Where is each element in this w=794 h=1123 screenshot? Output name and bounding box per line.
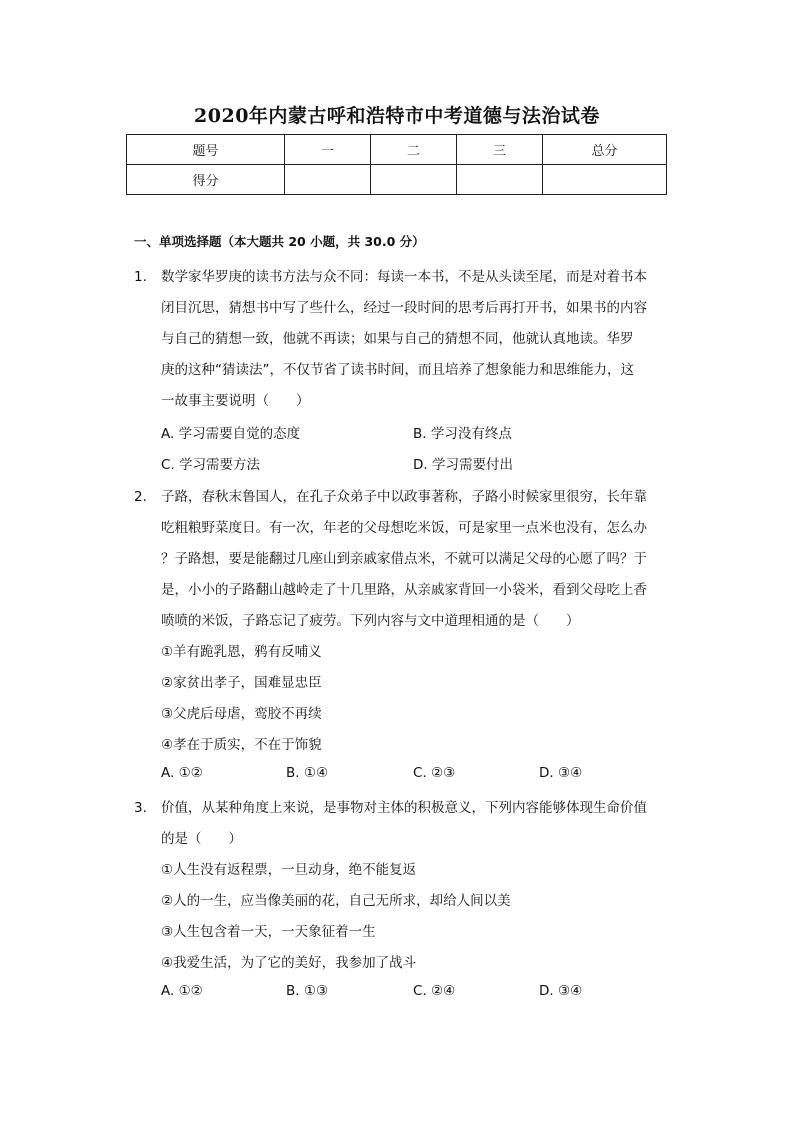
score-table-header-row	[127, 135, 667, 165]
option-a[interactable]: A. 学习需要自觉的态度	[161, 426, 301, 442]
option-d[interactable]: D. 学习需要付出	[413, 457, 513, 473]
score-input-cell[interactable]	[543, 165, 667, 195]
page-title: 2020年内蒙古呼和浩特市中考道德与法治试卷	[194, 105, 600, 127]
question-text-line: 庚的这种“猜读法”，不仅节省了读书时间，而且培养了想象能力和思维能力，这	[161, 362, 634, 378]
question-text-line: 的是（ ）	[161, 831, 242, 847]
question-number: 3.	[134, 800, 147, 816]
question-statement: ③人生包含着一天，一天象征着一生	[161, 924, 376, 940]
score-table-cell: 三	[457, 135, 543, 165]
question-number: 2.	[134, 489, 147, 505]
score-input-cell[interactable]	[285, 165, 371, 195]
question-text-line: 价值，从某种角度上来说，是事物对主体的积极意义，下列内容能够体现生命价值	[161, 800, 647, 816]
question-text-line: 一故事主要说明（ ）	[161, 393, 310, 409]
score-table-cell: 二	[371, 135, 457, 165]
question-statement: ④我爱生活，为了它的美好，我参加了战斗	[161, 955, 417, 971]
question-text-line: 吃粗粮野菜度日。有一次，年老的父母想吃米饭，可是家里一点米也没有，怎么办	[161, 520, 647, 536]
question-text-line: 是，小小的子路翻山越岭走了十几里路，从亲戚家背回一小袋米，看到父母吃上香	[161, 582, 647, 598]
question-statement: ①人生没有返程票，一旦动身，绝不能复返	[161, 862, 417, 878]
option-d[interactable]: D. ③④	[539, 765, 583, 781]
option-a[interactable]: A. ①②	[161, 765, 203, 781]
option-b[interactable]: B. ①③	[286, 983, 329, 999]
score-table-cell: 总分	[543, 135, 667, 165]
question-text-line: 数学家华罗庚的读书方法与众不同：每读一本书，不是从头读至尾，而是对着书本	[161, 269, 647, 285]
option-c[interactable]: C. 学习需要方法	[161, 457, 261, 473]
option-c[interactable]: C. ②④	[413, 983, 456, 999]
question-statement: ③父虎后母虐，鸾胶不再续	[161, 706, 322, 722]
section-heading: 一、单项选择题（本大题共 20 小题，共 30.0 分）	[134, 234, 425, 249]
score-input-cell[interactable]	[457, 165, 543, 195]
question-text-line: 子路，春秋末鲁国人，在孔子众弟子中以政事著称，子路小时候家里很穷，长年靠	[161, 489, 647, 505]
score-input-cell[interactable]	[371, 165, 457, 195]
question-text-line: ？子路想，要是能翻过几座山到亲戚家借点米，不就可以满足父母的心愿了吗？于	[161, 551, 647, 567]
question-text-line: 闭目沉思，猜想书中写了些什么，经过一段时间的思考后再打开书，如果书的内容	[161, 300, 647, 316]
option-d[interactable]: D. ③④	[539, 983, 583, 999]
score-table-cell: 题号	[127, 135, 285, 165]
score-table-cell: 得分	[127, 165, 285, 195]
option-b[interactable]: B. 学习没有终点	[413, 426, 512, 442]
option-c[interactable]: C. ②③	[413, 765, 456, 781]
option-a[interactable]: A. ①②	[161, 983, 203, 999]
score-table-cell: 一	[285, 135, 371, 165]
question-number: 1.	[134, 269, 147, 285]
question-statement: ①羊有跪乳恩，鸦有反哺义	[161, 644, 322, 660]
question-statement: ②人的一生，应当像美丽的花，自己无所求，却给人间以美	[161, 893, 511, 909]
question-text-line: 喷喷的米饭，子路忘记了疲劳。下列内容与文中道理相通的是（ ）	[161, 613, 580, 629]
question-statement: ④孝在于质实，不在于饰貌	[161, 737, 322, 753]
option-b[interactable]: B. ①④	[286, 765, 329, 781]
score-table-score-row	[127, 165, 667, 195]
question-statement: ②家贫出孝子，国难显忠臣	[161, 675, 322, 691]
score-table	[126, 134, 667, 195]
question-text-line: 与自己的猜想一致，他就不再读；如果与自己的猜想不同，他就认真地读。华罗	[161, 331, 634, 347]
